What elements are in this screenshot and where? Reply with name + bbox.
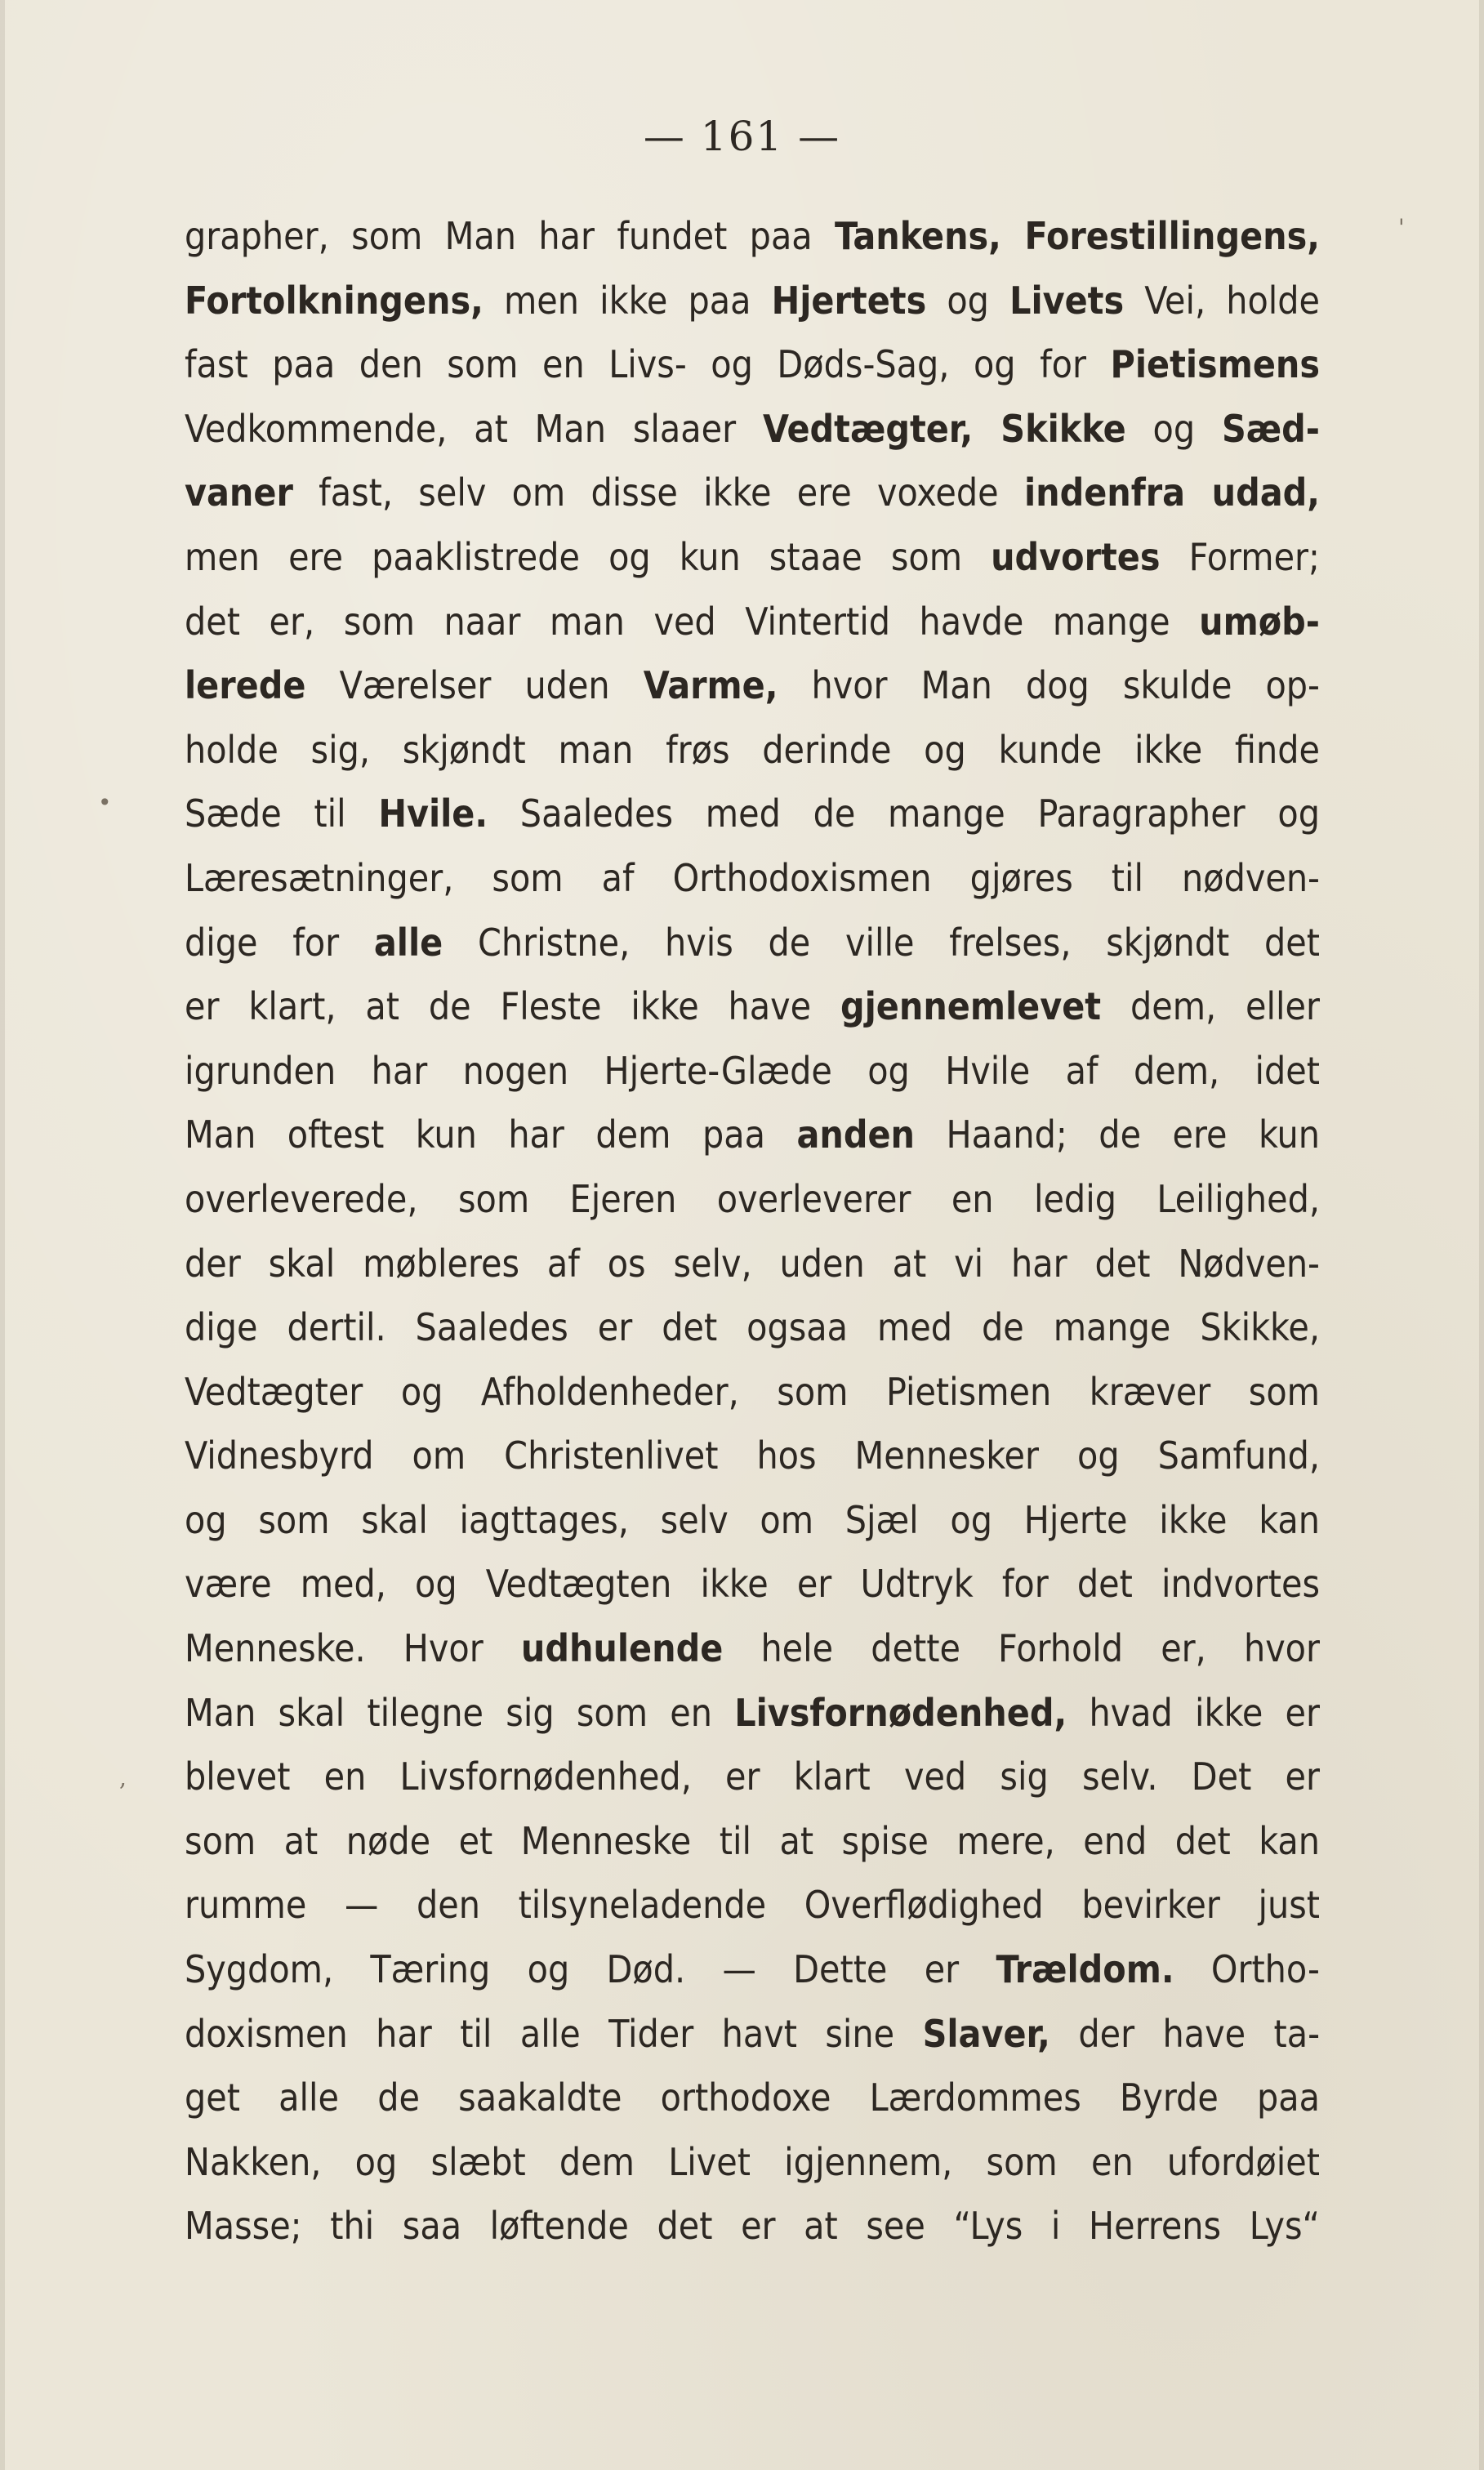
emphasized-text: Hvile.	[378, 791, 488, 836]
text-run: Former;	[1160, 534, 1320, 579]
emphasized-text: udhulende	[520, 1626, 724, 1671]
emphasized-text: Fortolkningens,	[185, 278, 484, 323]
text-run: Vidnesbyrd om Christenlivet hos Mennesker og Samfund,	[185, 1433, 1320, 1478]
text-line	[185, 1809, 1320, 1874]
text-line	[185, 1873, 1320, 1937]
emphasized-text: anden	[796, 1112, 916, 1157]
text-line	[185, 846, 1320, 911]
text-run: Menneske. Hvor	[185, 1626, 521, 1671]
text-line	[185, 2194, 1320, 2258]
text-run: der skal møbleres af os selv, uden at vi har det Nødven-	[185, 1241, 1320, 1286]
emphasized-text: indenfra udad,	[1023, 470, 1320, 515]
text-line	[185, 718, 1320, 782]
text-line	[185, 1552, 1320, 1616]
text-run: Ortho-	[1174, 1947, 1320, 1992]
emphasized-text: Trældom.	[996, 1947, 1174, 1992]
text-line	[185, 525, 1320, 590]
text-run: grapher, som Man har fundet paa	[185, 214, 836, 258]
text-line	[185, 1937, 1320, 2002]
text-run: og	[1125, 406, 1222, 451]
text-run: og som skal iagttages, selv om Sjæl og Hjerte ikke kan	[185, 1497, 1320, 1542]
emphasized-text: vaner	[185, 470, 293, 515]
page-right-edge	[1479, 0, 1484, 2470]
text-run: hvor Man dog skulde op-	[778, 663, 1320, 708]
text-run: Sygdom, Tæring og Død. — Dette er	[185, 1947, 996, 1992]
emphasized-text: Tankens, Forestillingens,	[835, 214, 1320, 258]
text-run: Vedtægter og Afholdenheder, som Pietismen kræver som	[185, 1369, 1320, 1414]
text-run: Vedkommende, at Man slaaer	[185, 406, 763, 451]
emphasized-text: Slaver,	[922, 2011, 1050, 2056]
text-run: Læresætninger, som af Orthodoxismen gjøres til nødven-	[185, 855, 1320, 900]
text-line	[185, 1295, 1320, 1360]
text-line	[185, 1424, 1320, 1488]
text-run: Man skal tilegne sig som en	[185, 1690, 735, 1735]
text-run: dem, eller	[1101, 984, 1320, 1029]
text-line	[185, 782, 1320, 846]
text-run: som at nøde et Menneske til at spise mere, end det kan	[185, 1818, 1320, 1863]
text-line	[185, 1232, 1320, 1296]
emphasized-text: Livets	[1009, 278, 1125, 323]
emphasized-text: gjennemlevet	[840, 984, 1102, 1029]
text-run: fast paa den som en Livs- og Døds-Sag, og for	[185, 342, 1111, 387]
text-run: Haand; de ere kun	[915, 1112, 1320, 1157]
text-line	[185, 269, 1320, 333]
text-line	[185, 1488, 1320, 1553]
text-run: holde sig, skjøndt man frøs derinde og kunde ikke finde	[185, 727, 1320, 772]
text-run: Saaledes med de mange Paragrapher og	[488, 791, 1320, 836]
text-line	[185, 1360, 1320, 1424]
emphasized-text: udvortes	[991, 534, 1161, 579]
text-run: men ikke paa	[483, 278, 772, 323]
text-run: fast, selv om disse ikke ere voxede	[292, 470, 1024, 515]
text-run: det er, som naar man ved Vintertid havde mange	[185, 599, 1200, 644]
text-run: blevet en Livsfornødenhed, er klart ved sig selv. Det er	[185, 1754, 1320, 1799]
text-line	[185, 2130, 1320, 2195]
body-text	[185, 204, 1320, 2258]
text-run: der have ta-	[1049, 2011, 1320, 2056]
margin-speck: '	[1398, 214, 1405, 241]
text-line	[185, 911, 1320, 975]
text-line	[185, 397, 1320, 461]
text-run: dige for	[185, 920, 374, 965]
page-number: — 161 —	[643, 113, 841, 160]
text-run: Christne, hvis de ville frelses, skjøndt det	[443, 920, 1320, 965]
text-line	[185, 1039, 1320, 1103]
emphasized-text: lerede	[185, 663, 306, 708]
text-line	[185, 1167, 1320, 1232]
emphasized-text: Vedtægter, Skikke	[762, 406, 1126, 451]
emphasized-text: alle	[373, 920, 443, 965]
emphasized-text: Sæd-	[1222, 406, 1320, 451]
text-run: er klart, at de Fleste ikke have	[185, 984, 840, 1029]
text-run: Sæde til	[185, 791, 379, 836]
text-run: Værelser uden	[305, 663, 644, 708]
text-run: være med, og Vedtægten ikke er Udtryk for det indvortes	[185, 1562, 1320, 1607]
text-line	[185, 590, 1320, 654]
text-run: Nakken, og slæbt dem Livet igjennem, som en ufordøiet	[185, 2139, 1320, 2184]
text-run: dige dertil. Saaledes er det ogsaa med de mange Skikke,	[185, 1305, 1320, 1350]
text-line	[185, 1745, 1320, 1809]
emphasized-text: Livsfornødenhed,	[734, 1690, 1067, 1735]
emphasized-text: Pietismens	[1110, 342, 1320, 387]
margin-speck: •	[98, 789, 112, 816]
text-line	[185, 204, 1320, 269]
text-run: men ere paaklistrede og kun staae som	[185, 534, 992, 579]
text-line	[185, 2066, 1320, 2130]
text-run: rumme — den tilsyneladende Overflødighed bevirker just	[185, 1883, 1320, 1928]
text-run: Masse; thi saa løftende det er at see “Lys i Herrens Lys“	[185, 2204, 1320, 2249]
text-run: hvad ikke er	[1067, 1690, 1320, 1735]
text-run: hele dette Forhold er, hvor	[723, 1626, 1320, 1671]
text-line	[185, 461, 1320, 525]
emphasized-text: Varme,	[643, 663, 778, 708]
text-line	[185, 1616, 1320, 1681]
text-run: igrunden har nogen Hjerte-Glæde og Hvile af dem, idet	[185, 1048, 1320, 1093]
text-line	[185, 2002, 1320, 2067]
text-line	[185, 332, 1320, 397]
text-run: Vei, holde	[1124, 278, 1320, 323]
text-run: og	[926, 278, 1010, 323]
text-run: get alle de saakaldte orthodoxe Lærdommes Byrde paa	[185, 2075, 1320, 2120]
margin-speck: ,	[119, 1764, 127, 1791]
text-run: Man oftest kun har dem paa	[185, 1112, 797, 1157]
text-run: doxismen har til alle Tider havt sine	[185, 2011, 923, 2056]
text-line	[185, 1681, 1320, 1745]
text-line	[185, 653, 1320, 718]
text-run: overleverede, som Ejeren overleverer en ledig Leilighed,	[185, 1176, 1320, 1221]
emphasized-text: umøb-	[1199, 599, 1320, 644]
page-left-edge	[0, 0, 5, 2470]
text-line	[185, 974, 1320, 1039]
emphasized-text: Hjertets	[771, 278, 927, 323]
text-line	[185, 1103, 1320, 1167]
